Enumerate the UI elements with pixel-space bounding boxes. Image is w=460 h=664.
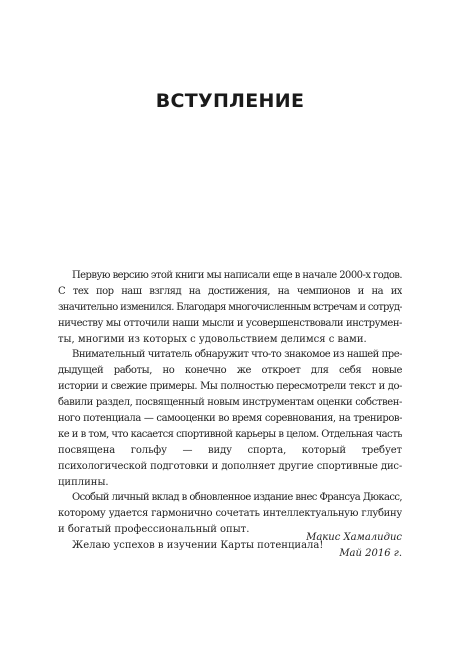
paragraph-2 — [58, 347, 402, 490]
body-text — [58, 268, 402, 554]
text-line: бавили раздел, посвященный новым инструментам оценки собствен- — [58, 397, 402, 409]
text-line: и богатый профессиональный опыт. — [58, 524, 250, 536]
author-name: Макис Хамалидис — [306, 532, 402, 543]
text-line: психологической подготовки и дополняет другие спортивные дис- — [58, 460, 402, 472]
text-line: ты, многими из которых с удовольствием делимся с вами. — [58, 333, 367, 345]
text-line: значительно изменился. Благодаря многочисленным встречам и сотруд- — [58, 301, 402, 313]
text-line: которому удается гармонично сочетать интеллектуальную глубину — [58, 508, 402, 520]
text-line: С тех пор наш взгляд на достижения, на чемпионов и на их — [58, 285, 402, 297]
text-line: ничеству мы отточили наши мысли и усовершенствовали инструмен- — [58, 317, 402, 329]
signature — [306, 530, 402, 562]
text-line: ного потенциала — самооценки во время соревнования, на трениров- — [58, 413, 402, 425]
text-line: истории и свежие примеры. Мы полностью пересмотрели текст и до- — [58, 381, 402, 393]
text-line: Желаю успехов в изучении Карты потенциала! — [72, 540, 324, 552]
paragraph-1 — [58, 268, 402, 347]
text-line: ке и в том, что касается спортивной карьеры в целом. Отдельная часть — [58, 428, 402, 440]
text-line: посвящена гольфу — виду спорта, который требует — [58, 444, 402, 456]
text-line: циплины. — [58, 476, 109, 488]
text-line: Внимательный читатель обнаружит что-то знакомое из нашей пре- — [72, 349, 402, 361]
text-line: дыдущей работы, но конечно же откроет для себя новые — [58, 365, 402, 377]
text-line: Особый личный вклад в обновленное издание внес Франсуа Дюкасс, — [72, 492, 402, 504]
page-title: ВСТУПЛЕНИЕ — [155, 90, 305, 112]
text-line: Первую версию этой книги мы написали еще в начале 2000-х годов. — [72, 270, 402, 281]
signature-date: Май 2016 г. — [339, 547, 402, 559]
